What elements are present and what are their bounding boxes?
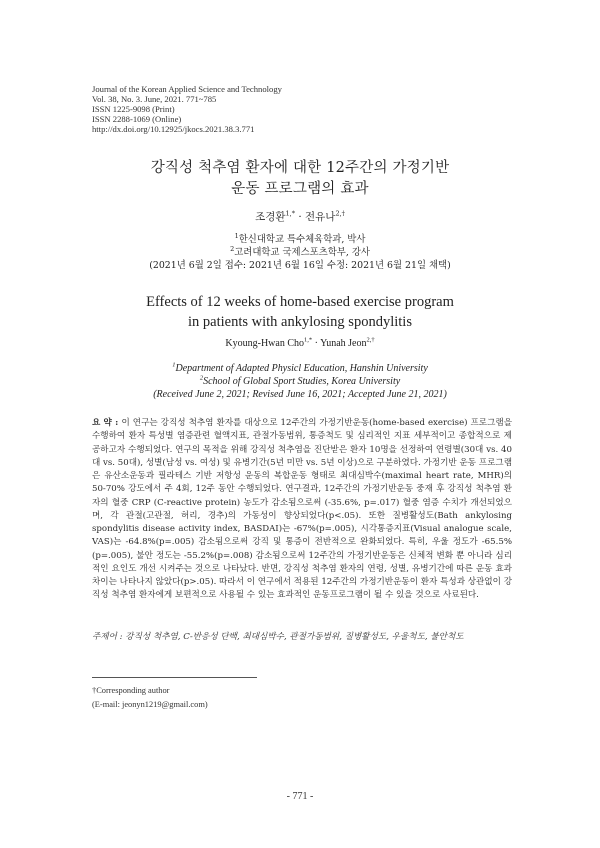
korean-author1: 조경환 [255,211,286,223]
abstract-text: 이 연구는 강직성 척추염 환자를 대상으로 12주간의 가정기반운동(home-based exercise) 프로그램을 수행하여 환자 특성별 염증관련 혈액지표, 관절가동범위, 통증척도 및 심리적인 지표 세부적이고 종합적으로 제공하고자 수행되었다. 연구의 목적을 위해 강직성 척추염을 진단받은 환자 10명을 선정하여 연령별(30대 vs. 40대 vs. 50대), 성별(남성 vs. 여성) 및 유병기간(5년 미만 vs. 5년 이상)으로 구분하였다. 가정기반 운동 프로그램은 유산소운동과 필라테스 기반 저항성 운동의 복합운동 형태로 최대심박수(maximal heart rate, MHR)의 50-70% 강도에서 주 4회, 12주 동안 수행되었다. 연구결과, 12주간의 가정기반운동 중재 후 강직성 척추염 환자의 혈중 CRP (C-reactive protein) 농도가 감소됨으로써 (-35.6%, p=.017) 혈중 염증 수치가 개선되었으며, 각 관절(고관절, 허리, 경추)의 가동성이 향상되었다(p<.05). 또한 질병활성도(Bath ankylosing spondylitis disease activity index, BASDAI)는 -67%(p=.005), 시각통증지표(Visual analogue scale, VAS)는 -64.8%(p=.005) 감소됨으로써 강직 및 통증이 전반적으로 완화되었다. 특히, 우울 정도가 -65.5%(p=.005), 불안 정도는 -55.2%(p=.008) 감소됨으로써 12주간의 가정기반운동은 신체적 변화 뿐 아니라 심리적인 요인도 개선 시켜주는 것으로 나타났다. 반면, 강직성 척추염 환자의 연령, 성별, 유병기간에 따른 운동 효과 차이는 나타나지 않았다(p>.05). 따라서 이 연구에서 적용된 12주간의 가정기반운동이 환자 특성과 상관없이 강직성 척추염 환자에게 보편적으로 사용될 수 있는 효과적인 운동프로그램이 될 수 있을 것으로 사료된다. [92,418,512,601]
english-author1-sup: 1,* [304,336,313,344]
footnote-divider [92,677,257,678]
english-affil2-text: School of Global Sport Studies, Korea University [203,376,401,387]
korean-affil2-sup: 2 [230,244,235,253]
korean-dates: (2021년 6월 2일 접수: 2021년 6월 16일 수정: 2021년 6월 21일 채택) [149,260,451,271]
korean-title-line2: 운동 프로그램의 효과 [231,181,369,197]
journal-volume: Vol. 38, No. 3. June, 2021. 771~785 [92,93,217,104]
english-title-line1: Effects of 12 weeks of home-based exercise program [146,294,454,310]
corresponding-email: (E-mail: jeonyn1219@gmail.com) [92,700,208,709]
author-separator: · [294,211,305,223]
korean-title [0,158,600,200]
english-affil2 [0,375,600,388]
english-dates: (Received June 2, 2021; Revised June 16, 2021; Accepted June 21, 2021) [153,389,447,400]
page-number: - 771 - [286,791,314,802]
english-author2: Yunah Jeon [320,338,367,349]
english-author-separator: · [312,338,321,349]
korean-affil2-text: 고려대학교 국제스포츠학부, 강사 [234,247,370,258]
dagger-symbol: † [92,686,97,695]
english-title [0,292,600,332]
english-author1: Kyoung-Hwan Cho [225,338,304,349]
abstract-label: 요 약 : [92,418,122,428]
korean-authors [0,209,600,224]
english-authors [0,338,600,349]
english-affil2-sup: 2 [199,374,204,382]
korean-author2: 전유나 [305,211,336,223]
korean-author2-sup: 2,† [335,209,345,218]
footnote [92,684,208,712]
corresponding-author-label: Corresponding author [96,686,170,695]
korean-affiliations [0,233,600,272]
corresponding-author [92,684,208,698]
english-affil1-text: Department of Adapted Physicl Education, Hanshin University [175,363,428,374]
english-affiliations [0,362,600,401]
journal-info [92,85,392,135]
issn-online: ISSN 2288-1069 (Online) [92,113,182,124]
english-author2-sup: 2,† [366,336,375,344]
korean-affil1 [0,233,600,246]
issn-print: ISSN 1225-9098 (Print) [92,103,175,114]
abstract [92,417,512,603]
korean-title-line1: 강직성 척추염 환자에 대한 12주간의 가정기반 [150,160,450,176]
korean-affil1-text: 한신대학교 특수체육학과, 박사 [238,234,366,245]
korean-affil2 [0,246,600,259]
english-affil1 [0,362,600,375]
korean-affil1-sup: 1 [234,231,239,240]
doi-link[interactable]: http://dx.doi.org/10.12925/jkocs.2021.38.3.771 [92,123,255,134]
english-title-line2: in patients with ankylosing spondylitis [188,314,412,330]
english-affil1-sup: 1 [172,361,176,369]
korean-author1-sup: 1,* [285,209,295,218]
journal-name: Journal of the Korean Applied Science and Technology [92,84,282,94]
keywords: 주제어 : 강직성 척추염, C-반응성 단백, 최대심박수, 관절가동범위, 질병활성도, 우울척도, 불안척도 [92,632,464,642]
